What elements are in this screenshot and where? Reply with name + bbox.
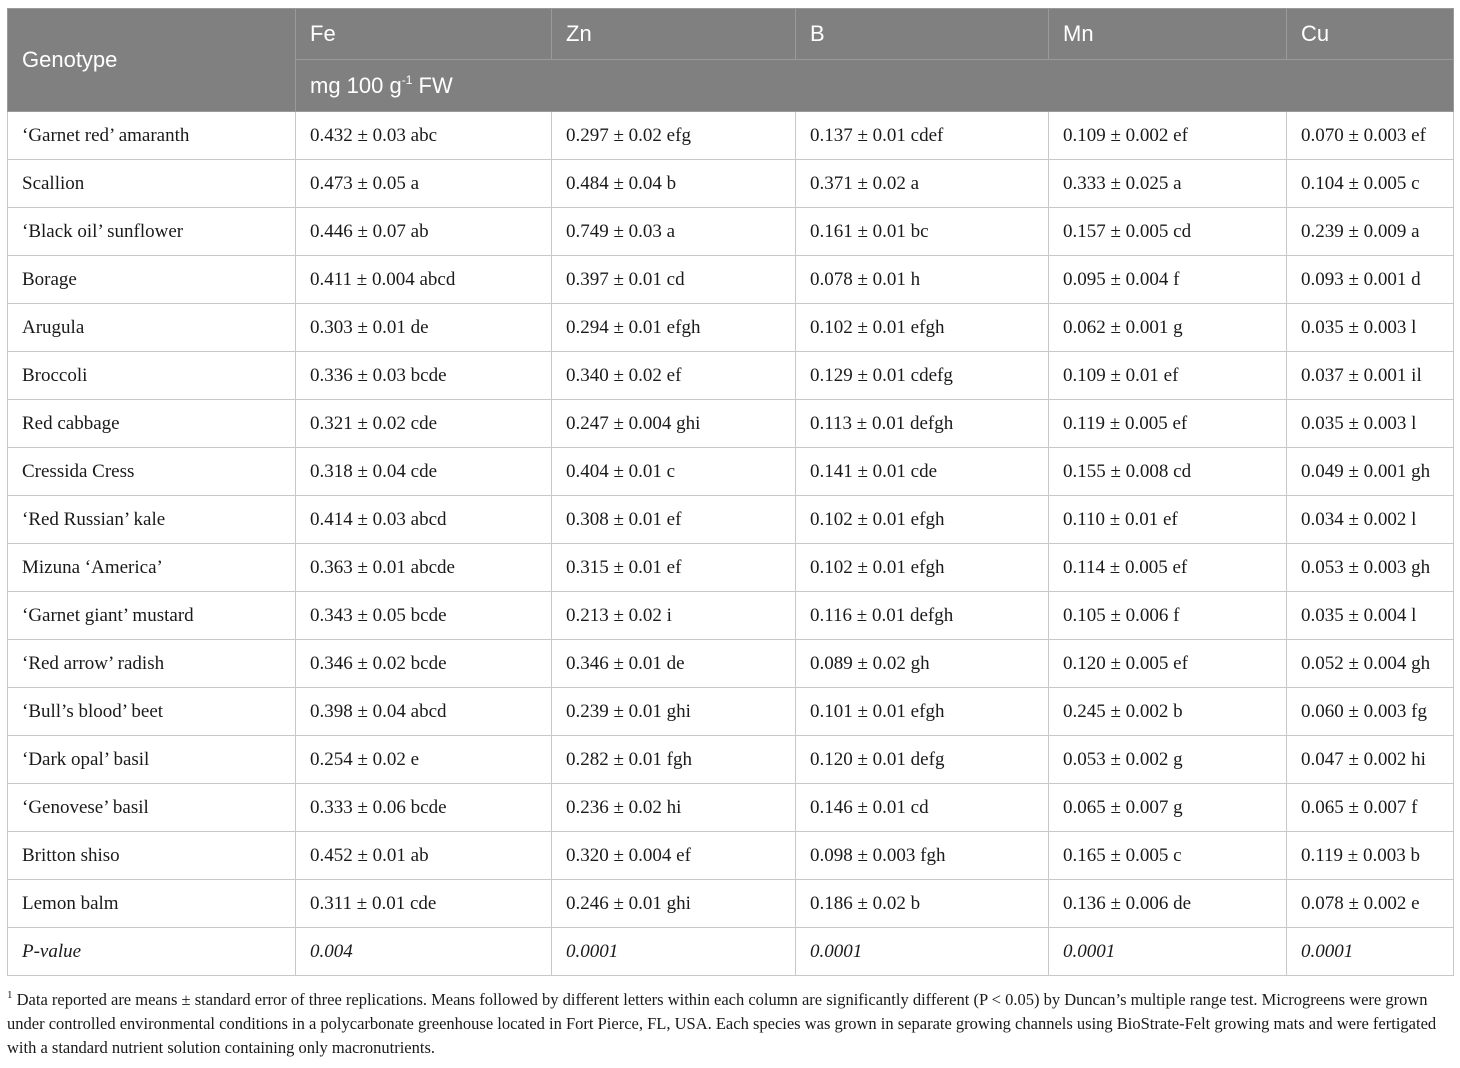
cell-fe: 0.333 ± 0.06 bcde — [296, 784, 552, 832]
header-genotype: Genotype — [8, 9, 296, 112]
header-cu: Cu — [1287, 9, 1454, 60]
cell-genotype: Scallion — [8, 160, 296, 208]
cell-zn: 0.247 ± 0.004 ghi — [552, 400, 796, 448]
unit-prefix: mg 100 g — [310, 72, 402, 98]
cell-zn: 0.308 ± 0.01 ef — [552, 496, 796, 544]
cell-fe: 0.414 ± 0.03 abcd — [296, 496, 552, 544]
cell-zn: 0.315 ± 0.01 ef — [552, 544, 796, 592]
footnote-text: Data reported are means ± standard error of three replications. Means followed by different letters within each column are significantly different (P < 0.05) by Duncan’s multiple range test. Microgreens were grown under controlled environmental conditions in a polycarbonate greenhouse located in Fort Pierce, FL, USA. Each species was grown in separate growing channels using BioStrate-Felt growing mats and were fertigated with a standard nutrient solution containing only macronutrients. — [7, 990, 1437, 1057]
cell-fe: 0.321 ± 0.02 cde — [296, 400, 552, 448]
cell-cu: 0.035 ± 0.003 l — [1287, 400, 1454, 448]
table-row — [8, 112, 1454, 160]
table-row — [8, 640, 1454, 688]
cell-genotype: Broccoli — [8, 352, 296, 400]
cell-mn: 0.119 ± 0.005 ef — [1049, 400, 1287, 448]
cell-fe: 0.311 ± 0.01 cde — [296, 880, 552, 928]
cell-fe: 0.303 ± 0.01 de — [296, 304, 552, 352]
cell-b: 0.098 ± 0.003 fgh — [796, 832, 1049, 880]
cell-cu: 0.047 ± 0.002 hi — [1287, 736, 1454, 784]
cell-genotype: ‘Red Russian’ kale — [8, 496, 296, 544]
pvalue-label: P-value — [8, 928, 296, 976]
table-row — [8, 736, 1454, 784]
cell-b: 0.146 ± 0.01 cd — [796, 784, 1049, 832]
header-row-elements — [8, 9, 1454, 60]
table-container — [7, 8, 1453, 976]
table-header — [8, 9, 1454, 112]
cell-mn: 0.157 ± 0.005 cd — [1049, 208, 1287, 256]
cell-fe: 0.432 ± 0.03 abc — [296, 112, 552, 160]
cell-genotype: Britton shiso — [8, 832, 296, 880]
table-row — [8, 160, 1454, 208]
table-row — [8, 688, 1454, 736]
cell-cu: 0.035 ± 0.003 l — [1287, 304, 1454, 352]
table-row — [8, 784, 1454, 832]
cell-zn: 0.404 ± 0.01 c — [552, 448, 796, 496]
cell-cu: 0.049 ± 0.001 gh — [1287, 448, 1454, 496]
table-row — [8, 400, 1454, 448]
cell-zn: 0.236 ± 0.02 hi — [552, 784, 796, 832]
cell-fe: 0.254 ± 0.02 e — [296, 736, 552, 784]
cell-zn: 0.239 ± 0.01 ghi — [552, 688, 796, 736]
cell-b: 0.113 ± 0.01 defgh — [796, 400, 1049, 448]
cell-mn: 0.109 ± 0.01 ef — [1049, 352, 1287, 400]
footnote-marker: 1 — [7, 989, 13, 1001]
cell-mn: 0.095 ± 0.004 f — [1049, 256, 1287, 304]
cell-mn: 0.065 ± 0.007 g — [1049, 784, 1287, 832]
cell-mn: 0.053 ± 0.002 g — [1049, 736, 1287, 784]
cell-zn: 0.282 ± 0.01 fgh — [552, 736, 796, 784]
cell-genotype: ‘Garnet giant’ mustard — [8, 592, 296, 640]
table-row — [8, 352, 1454, 400]
cell-cu: 0.034 ± 0.002 l — [1287, 496, 1454, 544]
cell-cu: 0.239 ± 0.009 a — [1287, 208, 1454, 256]
cell-fe: 0.452 ± 0.01 ab — [296, 832, 552, 880]
cell-mn: 0.110 ± 0.01 ef — [1049, 496, 1287, 544]
cell-cu: 0.053 ± 0.003 gh — [1287, 544, 1454, 592]
cell-genotype: ‘Dark opal’ basil — [8, 736, 296, 784]
cell-b: 0.120 ± 0.01 defg — [796, 736, 1049, 784]
table-body — [8, 112, 1454, 976]
cell-cu: 0.065 ± 0.007 f — [1287, 784, 1454, 832]
cell-cu: 0.104 ± 0.005 c — [1287, 160, 1454, 208]
cell-mn: 0.109 ± 0.002 ef — [1049, 112, 1287, 160]
cell-b: 0.141 ± 0.01 cde — [796, 448, 1049, 496]
pvalue-fe: 0.004 — [296, 928, 552, 976]
cell-zn: 0.246 ± 0.01 ghi — [552, 880, 796, 928]
cell-b: 0.116 ± 0.01 defgh — [796, 592, 1049, 640]
cell-fe: 0.398 ± 0.04 abcd — [296, 688, 552, 736]
cell-mn: 0.165 ± 0.005 c — [1049, 832, 1287, 880]
cell-cu: 0.060 ± 0.003 fg — [1287, 688, 1454, 736]
cell-genotype: ‘Red arrow’ radish — [8, 640, 296, 688]
cell-fe: 0.363 ± 0.01 abcde — [296, 544, 552, 592]
cell-cu: 0.119 ± 0.003 b — [1287, 832, 1454, 880]
table-row — [8, 448, 1454, 496]
table-row — [8, 880, 1454, 928]
cell-b: 0.102 ± 0.01 efgh — [796, 304, 1049, 352]
cell-genotype: Arugula — [8, 304, 296, 352]
cell-genotype: Red cabbage — [8, 400, 296, 448]
table-footnote — [7, 988, 1453, 1060]
cell-mn: 0.155 ± 0.008 cd — [1049, 448, 1287, 496]
cell-fe: 0.411 ± 0.004 abcd — [296, 256, 552, 304]
header-fe: Fe — [296, 9, 552, 60]
header-zn: Zn — [552, 9, 796, 60]
cell-mn: 0.245 ± 0.002 b — [1049, 688, 1287, 736]
cell-cu: 0.078 ± 0.002 e — [1287, 880, 1454, 928]
cell-zn: 0.294 ± 0.01 efgh — [552, 304, 796, 352]
cell-genotype: Borage — [8, 256, 296, 304]
table-row — [8, 496, 1454, 544]
cell-fe: 0.473 ± 0.05 a — [296, 160, 552, 208]
cell-genotype: Cressida Cress — [8, 448, 296, 496]
cell-cu: 0.052 ± 0.004 gh — [1287, 640, 1454, 688]
cell-mn: 0.062 ± 0.001 g — [1049, 304, 1287, 352]
pvalue-row — [8, 928, 1454, 976]
cell-cu: 0.037 ± 0.001 il — [1287, 352, 1454, 400]
cell-b: 0.129 ± 0.01 cdefg — [796, 352, 1049, 400]
cell-genotype: ‘Genovese’ basil — [8, 784, 296, 832]
cell-b: 0.186 ± 0.02 b — [796, 880, 1049, 928]
cell-genotype: ‘Garnet red’ amaranth — [8, 112, 296, 160]
cell-genotype: ‘Black oil’ sunflower — [8, 208, 296, 256]
cell-zn: 0.484 ± 0.04 b — [552, 160, 796, 208]
cell-fe: 0.446 ± 0.07 ab — [296, 208, 552, 256]
cell-genotype: ‘Bull’s blood’ beet — [8, 688, 296, 736]
cell-b: 0.161 ± 0.01 bc — [796, 208, 1049, 256]
table-row — [8, 256, 1454, 304]
table-row — [8, 592, 1454, 640]
cell-cu: 0.035 ± 0.004 l — [1287, 592, 1454, 640]
cell-b: 0.078 ± 0.01 h — [796, 256, 1049, 304]
unit-exponent: -1 — [401, 72, 413, 87]
cell-b: 0.089 ± 0.02 gh — [796, 640, 1049, 688]
cell-mn: 0.105 ± 0.006 f — [1049, 592, 1287, 640]
cell-zn: 0.749 ± 0.03 a — [552, 208, 796, 256]
cell-mn: 0.333 ± 0.025 a — [1049, 160, 1287, 208]
table-row — [8, 544, 1454, 592]
cell-fe: 0.346 ± 0.02 bcde — [296, 640, 552, 688]
cell-fe: 0.336 ± 0.03 bcde — [296, 352, 552, 400]
cell-genotype: Lemon balm — [8, 880, 296, 928]
cell-b: 0.101 ± 0.01 efgh — [796, 688, 1049, 736]
cell-fe: 0.343 ± 0.05 bcde — [296, 592, 552, 640]
pvalue-b: 0.0001 — [796, 928, 1049, 976]
table-row — [8, 208, 1454, 256]
cell-cu: 0.093 ± 0.001 d — [1287, 256, 1454, 304]
cell-zn: 0.213 ± 0.02 i — [552, 592, 796, 640]
header-mn: Mn — [1049, 9, 1287, 60]
cell-zn: 0.346 ± 0.01 de — [552, 640, 796, 688]
cell-b: 0.371 ± 0.02 a — [796, 160, 1049, 208]
cell-mn: 0.120 ± 0.005 ef — [1049, 640, 1287, 688]
pvalue-mn: 0.0001 — [1049, 928, 1287, 976]
cell-mn: 0.136 ± 0.006 de — [1049, 880, 1287, 928]
cell-cu: 0.070 ± 0.003 ef — [1287, 112, 1454, 160]
header-b: B — [796, 9, 1049, 60]
mineral-content-table — [7, 8, 1454, 976]
unit-suffix: FW — [412, 72, 453, 98]
header-unit — [296, 60, 1454, 112]
cell-fe: 0.318 ± 0.04 cde — [296, 448, 552, 496]
table-row — [8, 832, 1454, 880]
cell-zn: 0.340 ± 0.02 ef — [552, 352, 796, 400]
cell-zn: 0.320 ± 0.004 ef — [552, 832, 796, 880]
pvalue-cu: 0.0001 — [1287, 928, 1454, 976]
cell-b: 0.102 ± 0.01 efgh — [796, 544, 1049, 592]
cell-b: 0.102 ± 0.01 efgh — [796, 496, 1049, 544]
cell-zn: 0.297 ± 0.02 efg — [552, 112, 796, 160]
pvalue-zn: 0.0001 — [552, 928, 796, 976]
cell-b: 0.137 ± 0.01 cdef — [796, 112, 1049, 160]
cell-genotype: Mizuna ‘America’ — [8, 544, 296, 592]
cell-mn: 0.114 ± 0.005 ef — [1049, 544, 1287, 592]
cell-zn: 0.397 ± 0.01 cd — [552, 256, 796, 304]
table-row — [8, 304, 1454, 352]
